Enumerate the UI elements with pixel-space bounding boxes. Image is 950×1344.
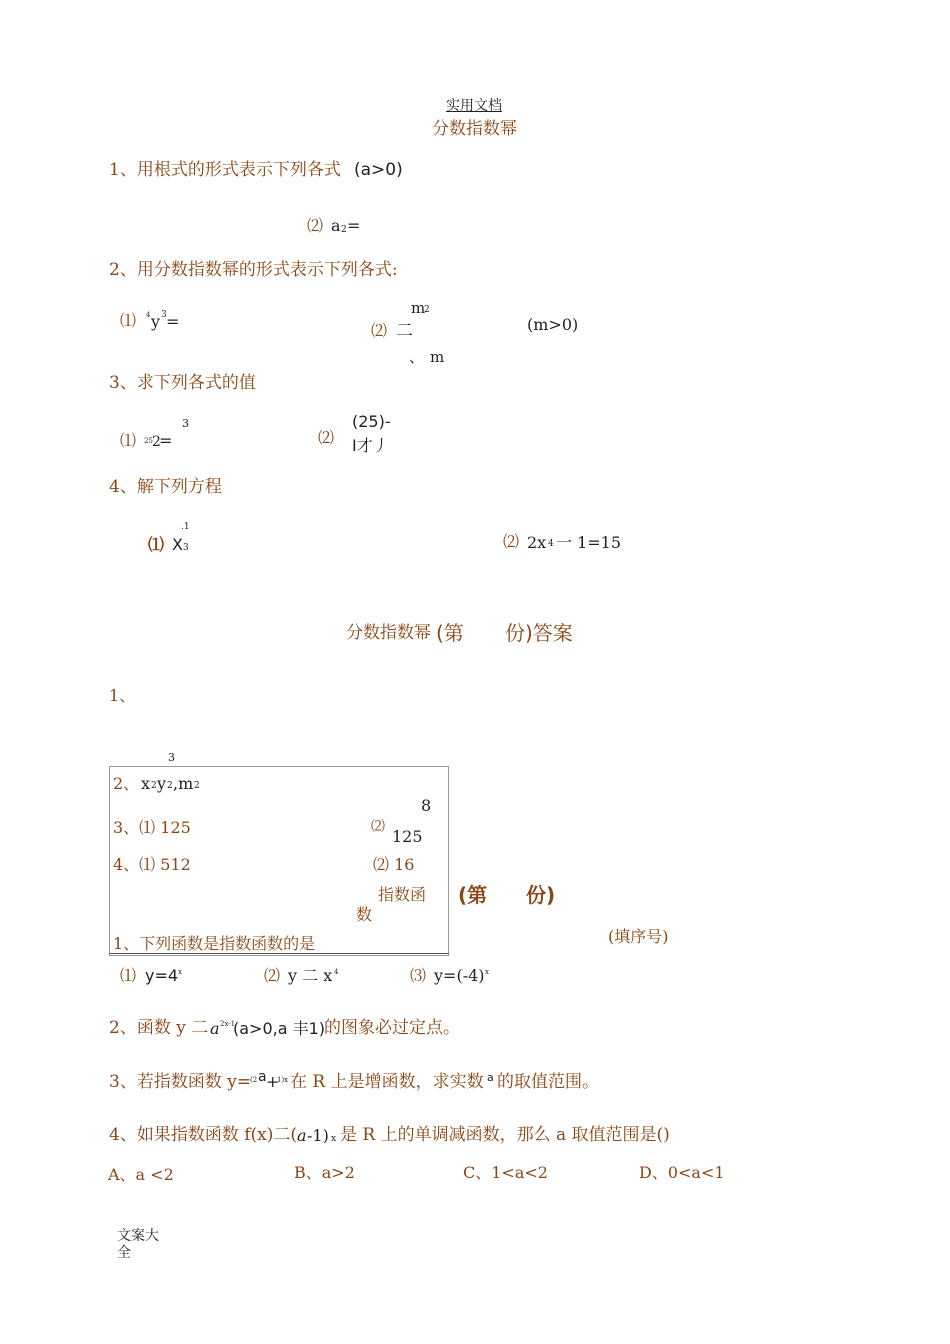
answer-2-m: ,m — [173, 774, 194, 793]
q4-item1-sub: 3 — [183, 543, 189, 553]
p2-q1-option3-sup: x — [485, 968, 489, 976]
p2-q2-base: a — [210, 1019, 220, 1038]
answer-4-right: ⑵ 16 — [373, 855, 415, 874]
choice-b: B、a>2 — [294, 1163, 355, 1182]
q1-item2-number: ⑵ — [307, 216, 324, 235]
q2-item1-exp: 3 — [161, 310, 167, 320]
p2-q2-text: 2、函数 y 二 — [109, 1018, 209, 1038]
answers-title: 分数指数幂 — [346, 623, 431, 643]
choice-d: D、0<a<1 — [639, 1163, 725, 1182]
answer-3-right-number: ⑵ — [371, 819, 385, 835]
q1-text: 1、用根式的形式表示下列各式 — [109, 160, 341, 180]
q3-item2-number: ⑵ — [318, 428, 335, 447]
p2-q1-option3-number: ⑶ — [410, 966, 427, 985]
q2-item2-numerator-sub: 2 — [424, 305, 430, 315]
part2-heading-end: 份) — [526, 883, 556, 907]
q3-item2-bottom: I才丿 — [352, 436, 389, 455]
p2-q1-option1: y=4 — [145, 966, 179, 985]
p2-q3-end: 的取值范围。 — [497, 1072, 599, 1092]
q4-item2-number: ⑵ — [503, 532, 520, 551]
q2-item1-number: ⑴ — [120, 311, 137, 330]
q4-text: 4、解下列方程 — [109, 477, 222, 497]
q2-text: 2、用分数指数幂的形式表示下列各式: — [109, 260, 398, 280]
q4-item2-rest: 一 1=15 — [556, 533, 622, 552]
p2-q2-end: 的图象必过定点。 — [324, 1018, 460, 1038]
q2-item1-y: y — [151, 312, 161, 331]
q3-item1-exp: 3 — [182, 417, 189, 430]
p2-q4-a: a — [297, 1126, 307, 1145]
q1-item2-eq: = — [347, 216, 361, 235]
footer-line2: 全 — [117, 1245, 131, 1261]
divider-line — [109, 953, 449, 954]
p2-q3-sup2: 1)x — [277, 1076, 289, 1084]
q2-condition: (m>0) — [527, 315, 579, 334]
q3-item2-top: (25)- — [352, 412, 391, 431]
part2-heading-cont: 数 — [356, 905, 373, 924]
p2-q3-a: a — [258, 1069, 267, 1085]
answer-2-exp: 3 — [168, 751, 175, 764]
answer-3-right-value: 125 — [392, 827, 423, 846]
q2-item1-eq: = — [166, 312, 180, 331]
p2-q1-option2-sup: 4 — [334, 968, 339, 976]
answers-title-part: (第 — [436, 621, 464, 645]
answer-2-number: 2、 — [113, 774, 140, 793]
q3-item1-small: 25 — [144, 437, 153, 445]
answers-title-end: 份)答案 — [505, 621, 573, 645]
q4-item2-expr: 2x — [527, 533, 547, 552]
q3-item1-number: ⑴ — [120, 431, 137, 450]
answer-2-x: x — [141, 774, 151, 793]
answer-2-sub1: 2 — [151, 781, 157, 791]
q3-text: 3、求下列各式的值 — [109, 373, 256, 393]
answer-3-right-top: 8 — [421, 796, 432, 815]
p2-q2-exp: 2x-1 — [220, 1020, 236, 1028]
q2-item1-root-index: 4 — [146, 311, 151, 319]
q4-item1-number: ⑴ — [148, 535, 165, 554]
p2-q1-text: 1、下列函数是指数函数的是 — [113, 934, 316, 953]
q1-condition: (a>0) — [354, 160, 403, 180]
answer-3-left: 3、⑴ 125 — [113, 818, 191, 837]
p2-q1-option2-number: ⑵ — [264, 966, 281, 985]
page-title: 分数指数幂 — [432, 119, 517, 139]
p2-q1-option1-number: ⑴ — [120, 966, 137, 985]
p2-q4-sub: x — [331, 1134, 337, 1144]
q2-item2-numerator: m — [411, 299, 426, 317]
answer-2-y: y — [157, 774, 167, 793]
q4-item1-x: X — [172, 535, 183, 554]
choice-c: C、1<a<2 — [463, 1163, 548, 1182]
p2-q3-sup1: (2 — [250, 1076, 258, 1084]
p2-q4-end: 是 R 上的单调减函数，那么 a 取值范围是() — [340, 1125, 670, 1145]
q2-item2-denominator: m — [430, 348, 445, 366]
p2-q4-text: 4、如果指数函数 f(x)二( — [109, 1125, 297, 1145]
header-label: 实用文档 — [446, 98, 502, 114]
part2-heading-part: (第 — [458, 883, 488, 907]
footer-line1: 文案大 — [117, 1228, 159, 1244]
p2-q1-option1-sup: x — [178, 968, 182, 976]
part2-heading: 指数函 — [378, 885, 427, 904]
p2-q2-cond: (a>0,a 丰1) — [233, 1019, 326, 1038]
answer-2-sub2: 2 — [167, 781, 173, 791]
p2-q1-option3: y=(-4) — [434, 966, 485, 985]
p2-q3-var: a — [487, 1071, 494, 1084]
q4-item2-sub: 4 — [548, 539, 554, 549]
q2-item2-number: ⑵ — [371, 321, 388, 340]
p2-q3-plus: + — [266, 1072, 280, 1091]
q4-item1-exp: .1 — [181, 522, 190, 532]
p2-q3-middle: 在 R 上是增函数，求实数 — [290, 1072, 484, 1092]
p2-q4-minus: -1) — [307, 1126, 329, 1145]
p2-q1-option2: y 二 x — [288, 966, 333, 985]
answer-2-sub3: 2 — [194, 781, 200, 791]
p2-q1-fill: (填序号) — [608, 927, 669, 946]
q3-item1-eq: = — [159, 431, 173, 450]
q3-item1-value: 2 — [152, 434, 161, 450]
q1-item2-sub: 2 — [341, 225, 347, 235]
q2-item2-mark: 、 — [409, 348, 425, 366]
answer-1: 1、 — [109, 686, 136, 705]
choice-a: A、a <2 — [108, 1165, 174, 1184]
q2-item2-operator: 二 — [396, 321, 413, 341]
answer-4-left: 4、⑴ 512 — [113, 855, 191, 874]
q1-item2-expr: a — [331, 216, 341, 235]
p2-q3-text: 3、若指数函数 y= — [109, 1072, 252, 1092]
